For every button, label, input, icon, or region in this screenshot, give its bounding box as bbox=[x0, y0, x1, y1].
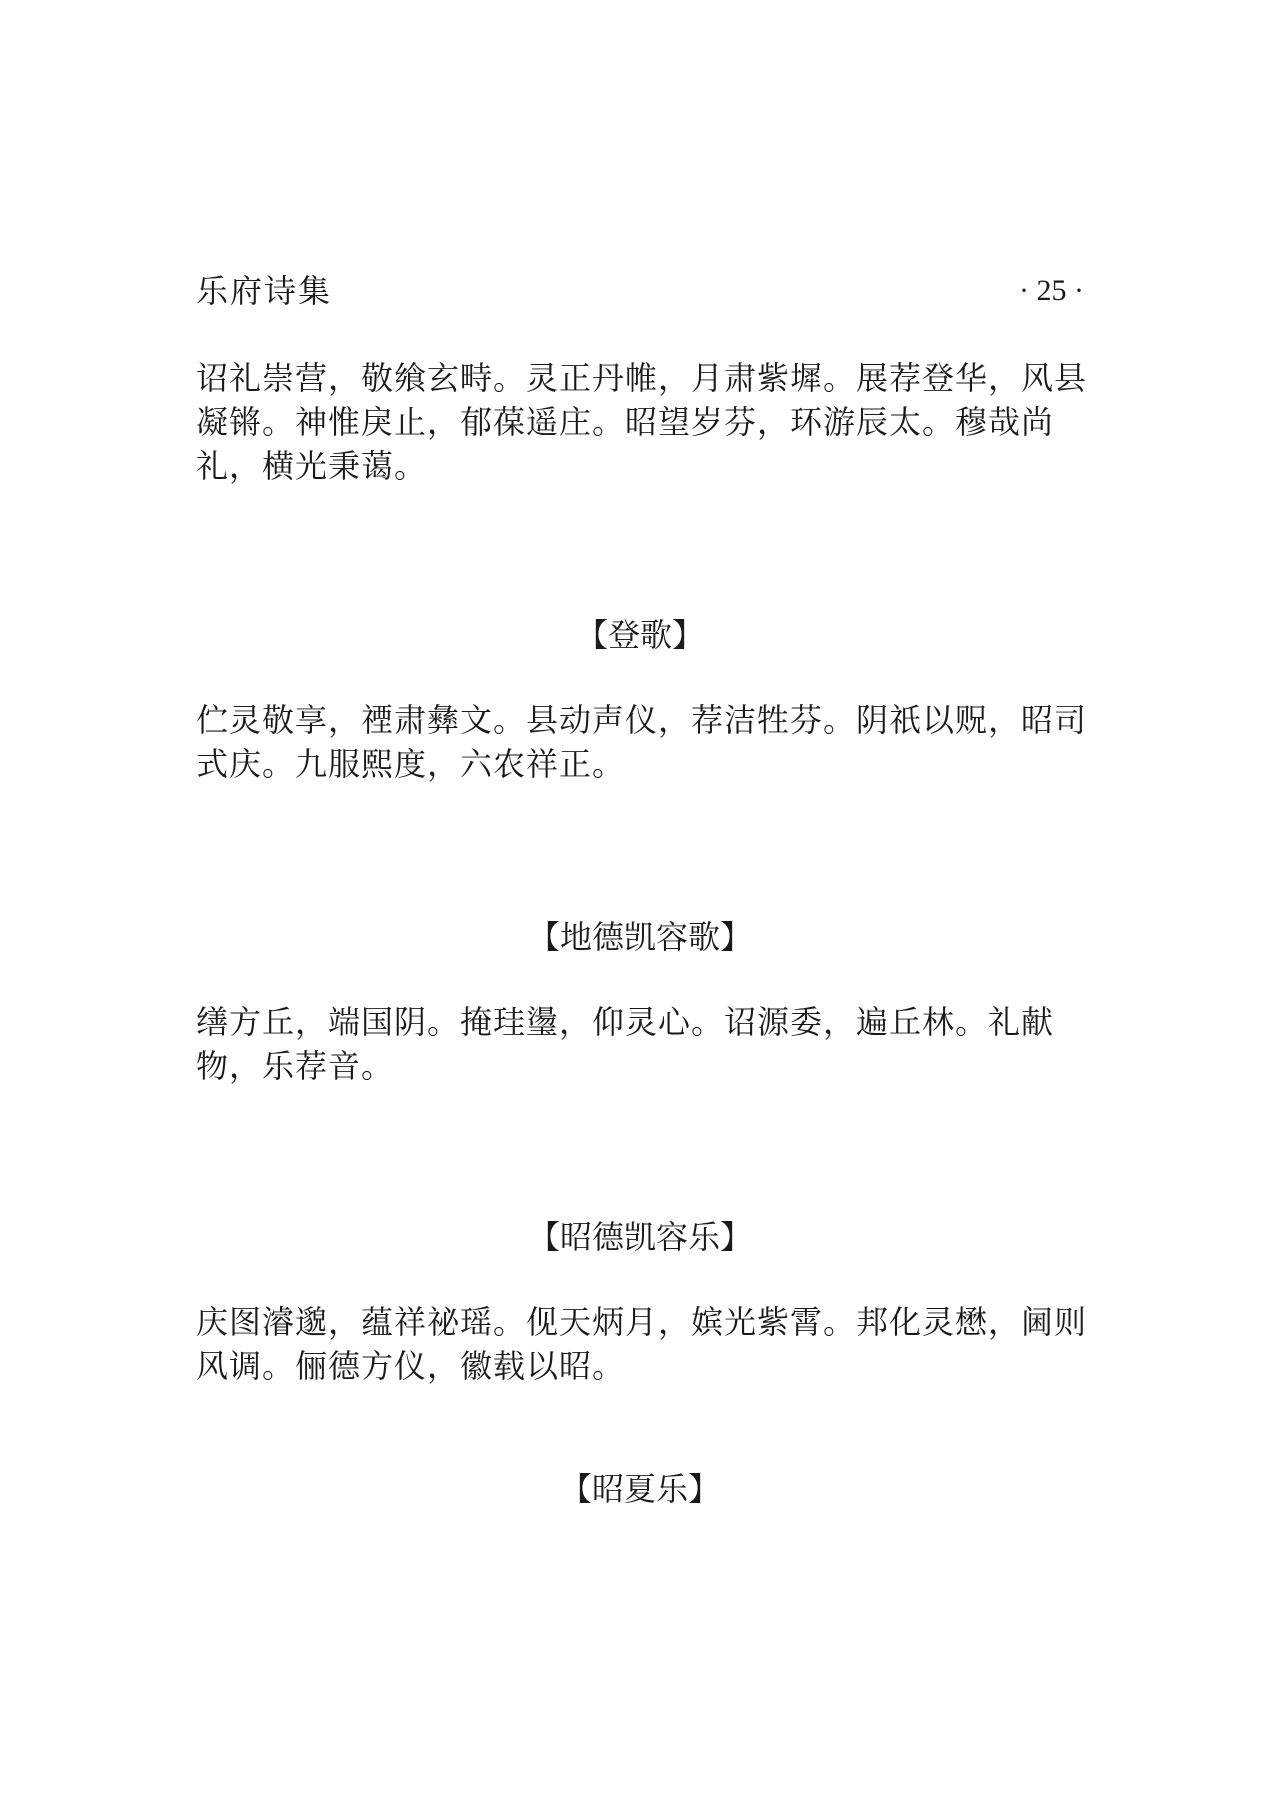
section-text-1: 诏礼崇营，敬飨玄畤。灵正丹帷，月肃紫墀。展荐登华，风县凝锵。神惟戾止，郁葆遥庄。昭望岁芬，环游辰太。穆哉尚礼，横光秉蔼。 bbox=[196, 359, 1088, 485]
section-text-dengge: 伫灵敬享，禋肃彝文。县动声仪，荐洁牲芬。阴祇以贶，昭司式庆。九服熙度，六农祥正。 bbox=[196, 701, 1088, 783]
page-number: · 25 · bbox=[1019, 274, 1084, 307]
running-title: 乐府诗集 bbox=[196, 272, 333, 310]
section-heading-zhaode: 【昭德凯容乐】 bbox=[527, 1218, 752, 1256]
section-heading-dide: 【地德凯容歌】 bbox=[527, 918, 752, 956]
page-header bbox=[196, 268, 1084, 314]
section-heading-dengge: 【登歌】 bbox=[575, 616, 704, 654]
section-heading-zhaoxia: 【昭夏乐】 bbox=[559, 1470, 720, 1508]
section-text-dide: 缮方丘，端国阴。掩珪璗，仰灵心。诏源委，遍丘林。礼献物，乐荐音。 bbox=[196, 1003, 1055, 1085]
section-text-zhaode: 庆图濬邈，蕴祥祕瑶。伣天炳月，嫔光紫霄。邦化灵懋，阃则风调。俪德方仪，徽载以昭。 bbox=[196, 1303, 1088, 1385]
